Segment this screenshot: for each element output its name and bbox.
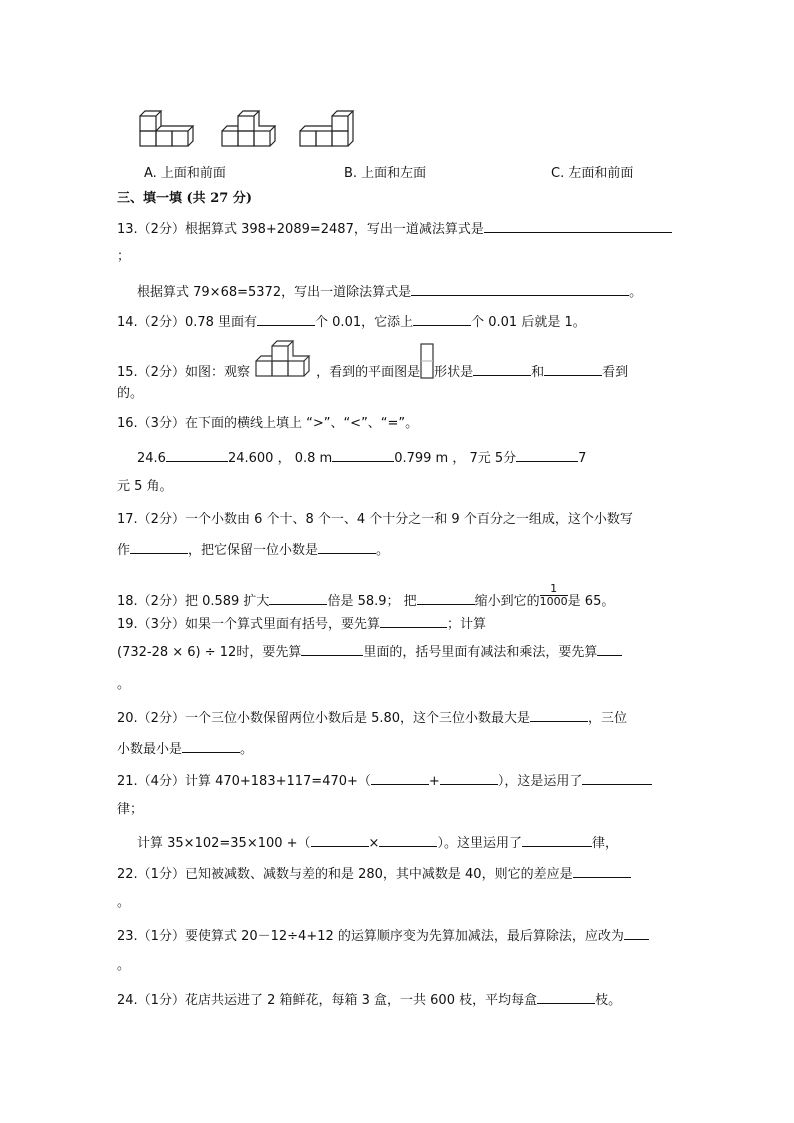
question-text: 个 0.01 后就是 1。 [471,315,586,330]
question-text: ）。这里运用了 [437,836,522,851]
choice-b: B. 上面和左面 [344,166,427,181]
question-text: ），这是运用了 [497,774,583,789]
question-text: 16.（3分）在下面的横线上填上 “>”、“<”、“=”。 [117,416,419,431]
question-text: 律； [117,802,144,817]
fraction-1-1000-icon [539,582,568,611]
question-line [117,361,628,379]
question-line [117,539,389,557]
question-text: 作 [117,543,131,558]
question-text: 根据算式 79×68=5372，写出一道除法算式是 [137,285,412,300]
question-text: 22.（1分）已知被减数、减数与差的和是 280，其中减数是 40，则它的差应是 [117,867,573,882]
question-line [117,478,173,496]
answer-blank[interactable] [371,770,429,785]
question-line [117,582,615,609]
question-text: 是 65。 [567,594,615,609]
question-text: 7 [578,451,587,466]
answer-blank[interactable] [182,738,240,753]
question-line [117,738,253,756]
cube-stack-right-tall-icon [298,108,368,148]
question-text: 元 5 角。 [117,479,173,494]
answer-blank[interactable] [379,832,437,847]
answer-blank[interactable] [544,361,602,376]
question-text: 形状是 [434,365,474,380]
question-text: ；计算 [446,617,486,632]
question-text: 。 [117,958,131,973]
question-text: 。 [117,677,131,692]
answer-blank[interactable] [301,641,363,656]
question-line [137,447,586,465]
choice-a: A. 上面和前面 [144,166,226,181]
question-line [117,248,130,266]
question-text: 24.（1分）花店共运进了 2 箱鲜花，每箱 3 盒，一共 600 枝，平均每盒 [117,993,538,1008]
answer-blank[interactable] [413,311,471,326]
answer-blank[interactable] [318,539,376,554]
question-line [117,707,627,725]
question-line [117,415,418,433]
question-text: 17.（2分）一个小数由 6 个十、8 个一、4 个十分之一和 9 个百分之一组成，这个小数写 [117,512,633,527]
answer-blank[interactable] [130,539,188,554]
question-line [117,311,586,329]
question-text: 的。 [117,386,144,401]
question-text: 个 0.01，它添上 [315,315,414,330]
answer-blank[interactable] [257,311,315,326]
question-line [117,641,622,659]
question-text: 里面的，括号里面有减法和乘法，要先算 [363,645,598,660]
question-text: ，三位 [588,711,628,726]
question-text: 枝。 [595,993,622,1008]
question-text: + [428,774,440,789]
question-text: 15.（2分）如图：观察 [117,365,255,380]
question-text: 18.（2分）把 0.589 扩大 [117,594,270,609]
question-text: 计算 35×102=35×100 +（ [137,836,311,851]
answer-blank[interactable] [573,863,631,878]
question-line [117,894,130,912]
cube-group-icon [254,362,316,376]
question-line [117,863,631,881]
answer-blank[interactable] [440,770,498,785]
question-text: 0.799 m ， 7元 5分 [394,451,517,466]
question-line [117,218,672,236]
answer-blank[interactable] [311,832,369,847]
question-text: 。 [117,895,131,910]
answer-blank[interactable] [484,218,672,233]
question-text: 。 [629,285,643,300]
answer-blank[interactable] [624,925,649,940]
question-text: 24.600 ， 0.8 m [227,451,333,466]
section-heading: 三、填一填 (共 27 分) [117,191,252,206]
question-line [117,801,143,819]
question-text: 21.（4分）计算 470+183+117=470+（ [117,774,371,789]
question-text: 13.（2分）根据算式 398+2089=2487，写出一道减法算式是 [117,222,484,237]
answer-blank[interactable] [269,590,327,605]
question-line [117,957,130,975]
answer-blank[interactable] [522,832,592,847]
question-text: 19.（3分）如果一个算式里面有括号，要先算 [117,617,380,632]
rectangle-view-icon [420,362,434,376]
question-text: 14.（2分）0.78 里面有 [117,315,258,330]
question-text: ，看到的平面图是 [316,365,421,380]
answer-blank[interactable] [380,613,447,628]
question-text: 。 [376,543,390,558]
question-line [117,989,621,1007]
question-line [117,925,649,943]
fraction-denominator: 1000 [539,595,568,608]
answer-blank[interactable] [582,770,652,785]
cube-stack-left-tall-icon [138,108,208,148]
question-text: 23.（1分）要使算式 20－12÷4+12 的运算顺序变为先算加减法，最后算除法，应改为 [117,929,624,944]
answer-blank[interactable] [411,281,629,296]
answer-blank[interactable] [516,447,578,462]
question-text: 20.（2分）一个三位小数保留两位小数后是 5.80，这个三位小数最大是 [117,711,531,726]
question-text: ； [117,249,131,264]
answer-blank[interactable] [332,447,394,462]
question-text: 律， [591,836,618,851]
question-line [117,613,486,631]
answer-blank[interactable] [417,590,475,605]
question-text: × [368,836,380,851]
question-text: 和 [531,365,545,380]
question-text: 小数最小是 [117,742,183,757]
question-text: 倍是 58.9； 把 [327,594,417,609]
choice-c: C. 左面和前面 [551,166,634,181]
question-text: 。 [240,742,254,757]
answer-blank[interactable] [530,707,588,722]
question-text: 缩小到它的 [474,594,540,609]
answer-blank[interactable] [597,641,622,656]
question-text: 24.6 [137,451,166,466]
question-text: ，把它保留一位小数是 [188,543,319,558]
fraction-numerator: 1 [540,583,568,596]
cube-stack-middle-tall-icon [220,108,290,148]
question-line [137,281,642,299]
question-line [117,511,633,529]
question-line [117,676,130,694]
answer-blank[interactable] [166,447,228,462]
question-line [117,770,652,788]
answer-blank[interactable] [537,989,595,1004]
question-text: 看到 [602,365,629,380]
question-line [137,832,618,850]
question-text: (732-28 × 6) ÷ 12时，要先算 [117,645,302,660]
question-line [117,385,143,403]
answer-blank[interactable] [473,361,531,376]
